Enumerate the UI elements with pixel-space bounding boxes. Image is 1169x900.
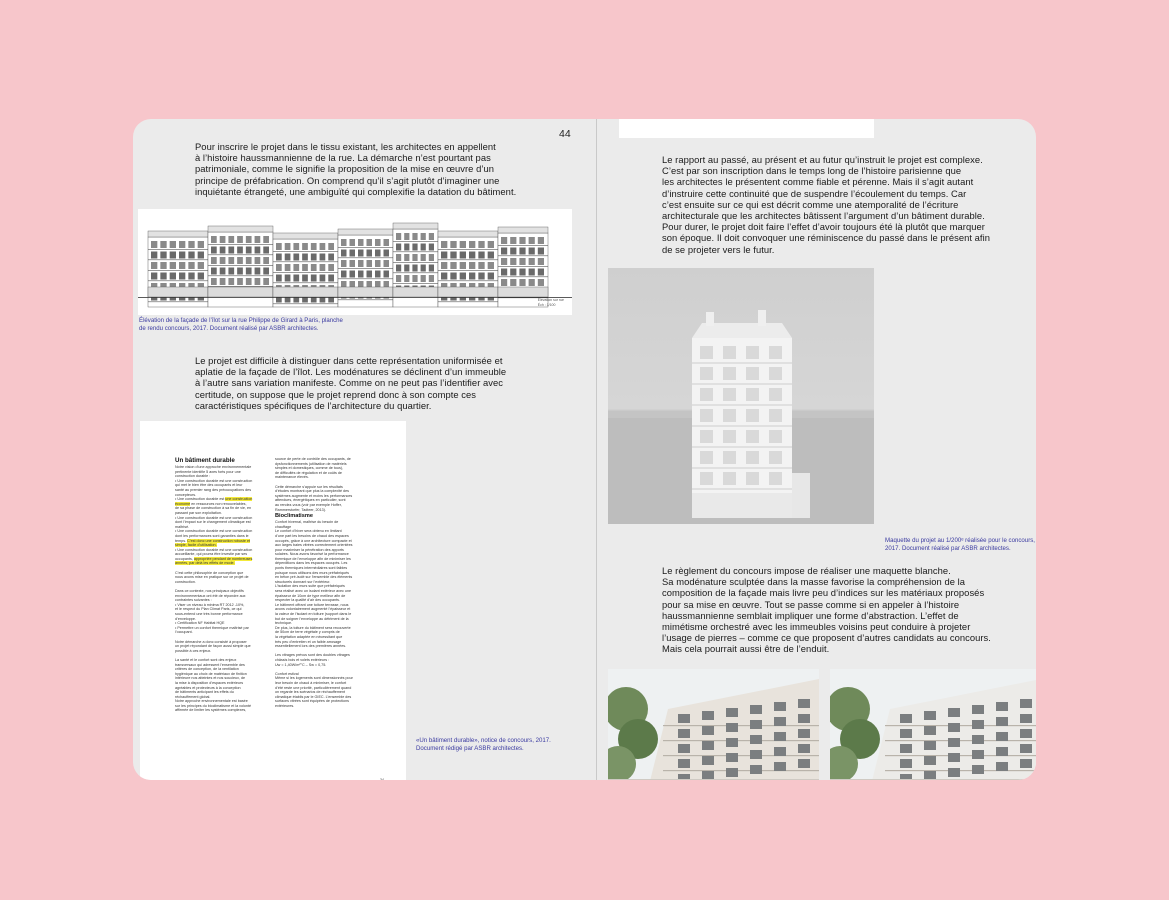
- notice-line: avons volontairement augmenté l’épaisseur et: [275, 607, 351, 612]
- notice-line: épaisseur de 10cm de type meilleur afin de: [275, 593, 346, 598]
- notice-line: aux larges baies vitrées correctement orientées: [275, 543, 353, 548]
- highlight: C’est donc une construction robuste et: [187, 538, 251, 543]
- notice-line: simples et domestiques, comme de tous),: [275, 466, 344, 471]
- notice-line: surfaces vitrées sont équipées de protections: [275, 699, 349, 704]
- notice-line: solaires. Nous avons favorisé la performance: [275, 552, 349, 557]
- notice-line: source de perte de contrôle des occupants, de: [275, 457, 351, 461]
- notice-line: Notre approche environnementale est basée: [175, 699, 248, 704]
- notice-line: Notre démarche a donc consisté à proposer: [175, 639, 247, 644]
- notice-line: attendues, énergétiques en particulier, sont: [275, 498, 346, 503]
- notice-line: agréables et protecteurs à la conception: [175, 685, 241, 690]
- white-model-photo: [608, 268, 874, 524]
- notice-line: au rendez-vous (voir par exemple Hoffer,: [275, 502, 342, 507]
- notice-line: Le confort d’hiver sera obtenu en limitant: [275, 529, 342, 534]
- elevation-note: Élévation sur rue Éch : 1/100: [537, 298, 564, 307]
- elevation-svg: [138, 209, 572, 315]
- notice-line: C’est cette philosophie de conception que: [175, 570, 244, 575]
- notice-column-2: [275, 457, 375, 708]
- notice-line: puisque nous utilisons des murs préfabriqués: [275, 570, 349, 575]
- facade-render-image-1: [608, 669, 819, 780]
- notice-line: l’occupant.: [175, 630, 193, 635]
- highlight: années, par delà les effets de mode.: [175, 561, 235, 566]
- notice-line: la végétation adaptée en nécessitant que: [275, 634, 343, 639]
- notice-line: ponts thermiques intermédiaires sont faibles: [275, 566, 348, 571]
- notice-line: De plus, la toiture du bâtiment sera recouverte: [275, 625, 351, 630]
- notice-line: et le respect du Plan Climat Paris, ce qui: [175, 607, 242, 612]
- notice-line: Confort hivernal, maîtrise du besoin de: [275, 520, 339, 525]
- notice-caption: «Un bâtiment durable», notice de concours, 2017. Document rédigé par ASBR architectes.: [416, 737, 551, 752]
- notice-line: de bâtiments anticipant les effets du: [175, 690, 234, 695]
- top-image-strip: [619, 119, 874, 138]
- notice-line: d’été reste une priorité, particulièrement quand: [275, 685, 352, 690]
- left-paragraph-1: Pour inscrire le projet dans le tissu existant, les architectes en appellent à l’histoire haussmannienne de la rue. La démarche n’est pourtant pas patrimoniale, comme le signifie la proposition de la mise en œuvre d’un principe de préfabrication. On comprend qu’il s’agit plutôt d’imaginer une inquiétante étrangeté, une ambiguïté qui complexifie la datation du bâtiment.: [195, 141, 517, 197]
- notice-line: un projet répondant de façon aussi simple que: [175, 644, 251, 649]
- notice-line: La santé et le confort sont des enjeux: [175, 657, 237, 662]
- notice-line: occupés, grâce à une architecture compacte et: [275, 538, 352, 543]
- notice-line: châssis bois et volets extérieurs :: [275, 657, 330, 662]
- notice-line: • Viser un niveau à minima RT 2012 -10%,: [175, 602, 245, 607]
- notice-line: Le bâtiment offrant une toiture terrasse, nous: [275, 602, 349, 607]
- notice-line: maintenance élevés.: [275, 475, 309, 480]
- facade-elevation-drawing: [138, 209, 572, 315]
- notice-line: la valeur de l’isolant en toiture (support dans le: [275, 612, 352, 616]
- notice-line: d’une part les besoins de chaud des espaces: [275, 533, 349, 538]
- notice-column-1: Un bâtiment durable Notre vision d’une approche environnementale pertinente identifie 5 axes forts pour une construction durable : • Une construction durable est une construction qui met le bien être des occupants et leur santé au premier rang des préoccupations des concepteurs. • Une construction durable est une construction économe en ressources non renouvelables, de sa phase de construction à sa fin de vie, en passant par son exploitation. • Une construction durable est une construction dont l’impact sur le changement climatique est maîtrisé. • Une construction durable est une construction dont les performances sont garanties dans le temps. C’est donc une construction robuste et simple, facile d’utilisation. • Une construction durable est une construction accueillante, qui pourra être investie par ses occupants, appropriée pendant de nombreuses années, par delà les effets de mode. C’est cette philosophie de conception que nous avons mise en pratique sur ce projet de construction. Dans ce contexte, nos principaux objectifs environnementaux ont été de répondre aux contraintes suivantes : • Viser un niveau à minima RT 2012 -10%, et le respect du Plan Climat Paris, ce qui sous-entend une très bonne performance d’enveloppe. • Certification NF Habitat HQE • Permettre un confort thermique maîtrisé par l’occupant. Notre démarche a donc consisté à proposer un projet répondant de façon aussi simple que possible à ces enjeux. La santé et le confort sont des enjeux transversaux qui adressent l’ensemble des critères de conception, de la ventilation hygiénique au choix de matériaux de finition intérieure nos atteintes et nos soucieux, de la mise à disposition d’espaces extérieurs agréables et protecteurs à la conception de bâtiments anticipant les effets du réchauffement global. Notre approche environnementale est basée sur les principes du bioclimatisme et la volonté affirmée de limiter les systèmes complexes,: [175, 457, 271, 713]
- notice-line: très peu d’entretien et un faible arrosage: [275, 639, 342, 644]
- notice-line: la mise à disposition d’espaces extérieurs: [175, 680, 244, 685]
- notice-line: sur les principes du bioclimatisme et la volonté: [175, 703, 252, 708]
- notice-line: Confort estival: [275, 671, 299, 676]
- notice-line: Rammerstorfer, Tadteer, 2013).: [275, 507, 326, 512]
- right-paragraph-1: Le rapport au passé, au présent et au futur qu’instruit le projet est complexe. C’est par son inscription dans le temps long de l’histoire parisienne que les architectes le présentent comme fiable et pérenne. Mais il s’agit autant d’instruire cette continuité que de suspendre l’écoulement du temps. Car c’est ensuite sur ce qui est décrit comme une atemporalité de l’écriture architecturale que les architectes bâtissent l’argument d’un bâtiment durable. Pour durer, le projet doit faire l’effet d’avoir toujours été là plutôt que marquer son époque. Il doit convoquer une réminiscence du passé dans le présent afin de se projeter vers le futur.: [662, 154, 990, 255]
- notice-line: hygiénique au choix de matériaux de finition: [175, 671, 247, 676]
- render-illustration-2: [830, 669, 1036, 780]
- notice-line: Les vitrages prévus sont des doubles vitrages: [275, 653, 350, 658]
- notice-line: en béton pré-isolé sur l’ensemble des éléments: [275, 575, 353, 580]
- notice-line: d’enveloppe.: [175, 616, 196, 621]
- notice-line: contraintes suivantes :: [175, 598, 212, 603]
- notice-subtitle: Bioclimatisme: [275, 513, 313, 520]
- notice-line: possible à ces enjeux.: [175, 648, 212, 653]
- notice-line: réchauffement global.: [175, 694, 211, 699]
- notice-line: thermique de l’enveloppe afin de minimiser les: [275, 556, 351, 561]
- page-number: 44: [559, 128, 571, 140]
- highlight: une construction: [225, 497, 253, 502]
- notice-line: sous-entend une très bonne performance: [175, 612, 243, 616]
- notice-line: chauffage: [275, 524, 292, 529]
- book-gutter: [596, 119, 597, 780]
- notice-line: leur besoin de chaud à minimiser, le confort: [275, 680, 347, 685]
- highlight: appropriée pendant de nombreuses: [193, 556, 253, 561]
- notice-line: sera réalisé avec un isolant extérieur avec une: [275, 589, 352, 594]
- notice-line: Dans ce contexte, nos principaux objectifs: [175, 589, 244, 594]
- notice-line: dysfonctionnements (utilisation de matériels: [275, 461, 347, 466]
- notice-line: Uw = 1,40W/m²°C – Sw = 0,75.: [275, 662, 327, 667]
- right-paragraph-2: Le règlement du concours impose de réaliser une maquette blanche. Sa modénature sculptée dans la masse favorise la compréhension de la composition de la façade mais livre peu d’indices sur les matériaux proposés pour sa mise en œuvre. Tout se passe comme si en appeler à l’histoire haussmannienne semblait impliquer une forme d’abstraction. L’effet de mimétisme orchestré avec les immeubles voisins peut conduire à projeter l’usage de pierres – comme ce que proposent d’autres candidats au concours. Mais cela pourrait aussi être de l’enduit.: [662, 565, 991, 655]
- notice-line: essentiellement lors des premières années.: [275, 644, 347, 649]
- notice-line: transversaux qui adressent l’ensemble des: [175, 662, 245, 667]
- render-illustration-1: [608, 669, 819, 780]
- notice-line: pour maximiser la pénétration des apports: [275, 547, 344, 552]
- notice-line: respecter la qualité d’air des occupants.: [275, 598, 340, 603]
- notice-line: d’études montrant que plus la complexité des: [275, 489, 349, 494]
- notice-line: intérieure nos atteintes et nos soucieux, de: [175, 676, 246, 681]
- book-spread: [133, 119, 1036, 780]
- notice-line: déperditions dans les espaces occupés. Les: [275, 561, 348, 566]
- notice-line: de 50cm de terre végétale y compris de: [275, 630, 340, 635]
- notice-line: structurels donnant sur l’extérieur.: [275, 579, 331, 584]
- notice-line: nous avons mise en pratique sur ce projet de: [175, 575, 249, 580]
- notice-line: affirmée de limiter les systèmes complexes,: [175, 708, 247, 713]
- notice-line: construction.: [175, 579, 196, 584]
- notice-line: extérieures.: [275, 703, 295, 708]
- notice-folio: 34: [380, 778, 384, 780]
- notice-document-page: [140, 421, 406, 780]
- notice-line: technique.: [275, 621, 293, 626]
- notice-title: Un bâtiment durable: [175, 457, 235, 464]
- notice-line: on regarde les scénarios de réchauffement: [275, 690, 346, 695]
- notice-line: Cette démarche s’appuie sur les résultats: [275, 484, 343, 489]
- notice-line: systèmes augmente et moins les performances: [275, 493, 353, 498]
- notice-line: but de soigner l’enveloppe au détriment de la: [275, 616, 349, 621]
- notice-line: • Certification NF Habitat HQE: [175, 621, 225, 626]
- notice-line: L’isolation des murs suite que préfabriqués: [275, 584, 345, 589]
- notice-line: Même si les logements sont dimensionnés pour: [275, 676, 353, 681]
- highlight: simple, facile d’utilisation.: [175, 543, 217, 548]
- highlight: économe: [175, 501, 191, 506]
- notice-line: • Permettre un confort thermique maîtrisé par: [175, 625, 249, 630]
- notice-line: climatique établis par le GIEC. L’ensemble des: [275, 694, 352, 699]
- elevation-caption: Élévation de la façade de l’îlot sur la rue Philippe de Girard à Paris, planche de rendu concours, 2017. Document réalisé par ASBR architectes.: [139, 317, 343, 332]
- notice-line: critères de conception, de la ventilation: [175, 667, 239, 672]
- notice-line: environnementaux ont été de répondre aux: [175, 593, 246, 598]
- model-illustration: [608, 268, 874, 524]
- left-paragraph-2: Le projet est difficile à distinguer dans cette représentation uniformisée et aplatie de la façade de l’îlot. Les modénatures se déclinent d’un immeuble à l’autre sans variation manifeste. Comme on ne peut pas l’identifier avec certitude, on suppose que le projet reprend donc à son compte ces caractéristiques spécifiques de l’architecture du quartier.: [195, 355, 507, 411]
- model-caption: Maquette du projet au 1/200ᵉ réalisée pour le concours, 2017. Document réalisé par ASBR architectes.: [885, 537, 1035, 552]
- facade-render-image-2: [830, 669, 1036, 780]
- notice-line: de difficultés de régulation et de coûts de: [275, 470, 342, 475]
